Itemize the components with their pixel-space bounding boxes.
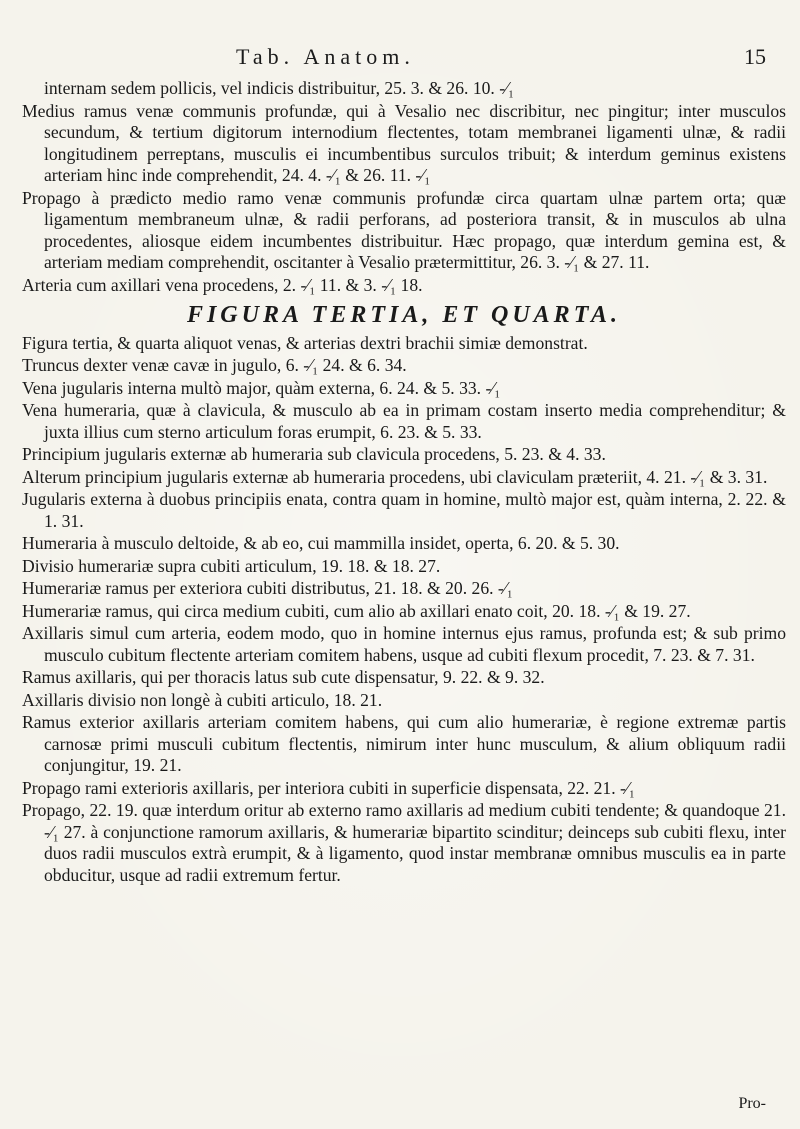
- paragraph: Propago rami exterioris axillaris, per interiora cubiti in superficie dispensata, 22. 21. ‐⁄₁: [22, 777, 635, 798]
- paragraph: Vena jugularis interna multò major, quàm externa, 6. 24. & 5. 33. ‐⁄₁: [22, 377, 501, 398]
- figure-heading: FIGURA TERTIA, ET QUARTA.: [186, 302, 622, 328]
- paragraph: Divisio humerariæ supra cubiti articulum, 19. 18. & 18. 27.: [22, 555, 441, 576]
- paragraph: Alterum principium jugularis externæ ab humeraria procedens, ubi claviculam præteriit, 4. 21. ‐⁄₁ & 3. 31.: [22, 466, 768, 487]
- paragraph: Humerariæ ramus, qui circa medium cubiti, cum alio ab axillari enato coit, 20. 18. ‐⁄₁ & 19. 27.: [22, 600, 691, 621]
- paragraph: Humerariæ ramus per exteriora cubiti distributus, 21. 18. & 20. 26. ‐⁄₁: [22, 578, 513, 598]
- paragraph: Figura tertia, & quarta aliquot venas, & arterias dextri brachii simiæ demonstrat.: [22, 332, 588, 353]
- paragraph: Jugularis externa à duobus principiis enata, contra quam in homine, multò major est, quàm interna, 2. 22. & 1. 31.: [22, 489, 786, 531]
- paragraph: Arteria cum axillari vena procedens, 2. ‐⁄₁ 11. & 3. ‐⁄₁ 18.: [22, 274, 423, 295]
- paragraph-continuation: internam sedem pollicis, vel indicis distribuitur, 25. 3. & 26. 10. ‐⁄₁: [44, 78, 515, 98]
- text-block: [22, 78, 786, 886]
- paragraph: Ramus axillaris, qui per thoracis latus sub cute dispensatur, 9. 22. & 9. 32.: [22, 667, 545, 687]
- catchword: Pro-: [738, 1095, 766, 1112]
- running-head: [0, 44, 800, 74]
- paragraph: Principium jugularis externæ ab humeraria sub clavicula procedens, 5. 23. & 4. 33.: [22, 444, 606, 464]
- page-number: 15: [744, 44, 766, 69]
- paragraph: Humeraria à musculo deltoide, & ab eo, cui mammilla insidet, operta, 6. 20. & 5. 30.: [22, 533, 620, 553]
- paragraph: Axillaris simul cum arteria, eodem modo, quo in homine internus ejus ramus, profunda est; & sub primo musculo cubitum flectente arteriam comitem habens, usque ad cubiti flexum procedit, 7. 23. & 7. 31.: [22, 623, 786, 665]
- paragraph: Propago à prædicto medio ramo venæ communis profundæ circa quartam ulnæ partem orta; quæ ligamentum membraneum ulnæ, & radii perforans, ad posteriora transit, & in musculos ab ulna procedentes, aliosque eidem incumbentes distribuitur. Hæc propago, quæ interdum gemina est, & arteriam mediam comprehendit, oscitanter à Vesalio prætermittitur, 26. 3. ‐⁄₁ & 27. 11.: [22, 187, 786, 272]
- paragraph: Medius ramus venæ communis profundæ, qui à Vesalio nec discribitur, nec pingitur; inter musculos secundum, & tertium digitorum internodium flectentes, totam membranei ligamenti ulnæ, & radii longitudinem perreptans, musculis ei incumbentibus surculos tribuit; & interdum geminus existens arteriam hinc inde comprehendit, 24. 4. ‐⁄₁ & 26. 11. ‐⁄₁: [22, 100, 786, 185]
- paragraph: Ramus exterior axillaris arteriam comitem habens, qui cum alio humerariæ, è regione extremæ partis carnosæ primi musculi cubitum flectentis, nimirum inter hunc musculum, & alium obliquum radii conjungitur, 19. 21.: [22, 712, 786, 775]
- paragraph: Truncus dexter venæ cavæ in jugulo, 6. ‐⁄₁ 24. & 6. 34.: [22, 355, 407, 375]
- running-title: Tab. Anatom.: [236, 44, 415, 69]
- paragraph: Vena humeraria, quæ à clavicula, & musculo ab ea in primam costam inserto media comprehenditur; & juxta illius cum sterno articulum foras erumpit, 6. 23. & 5. 33.: [22, 400, 786, 442]
- paragraph: Propago, 22. 19. quæ interdum oritur ab externo ramo axillaris ad medium cubiti tendente; & quandoque 21. ‐⁄₁ 27. à conjunctione ramorum axillaris, & humerariæ bipartito scinditur; deinceps sub cubiti flexu, inter duos radii musculos extrà erumpit, & à ligamento, quod instar membranæ omnibus musculis ea in parte obducitur, usque ad radii extremum fertur.: [22, 800, 786, 885]
- paragraph: Axillaris divisio non longè à cubiti articulo, 18. 21.: [22, 689, 383, 710]
